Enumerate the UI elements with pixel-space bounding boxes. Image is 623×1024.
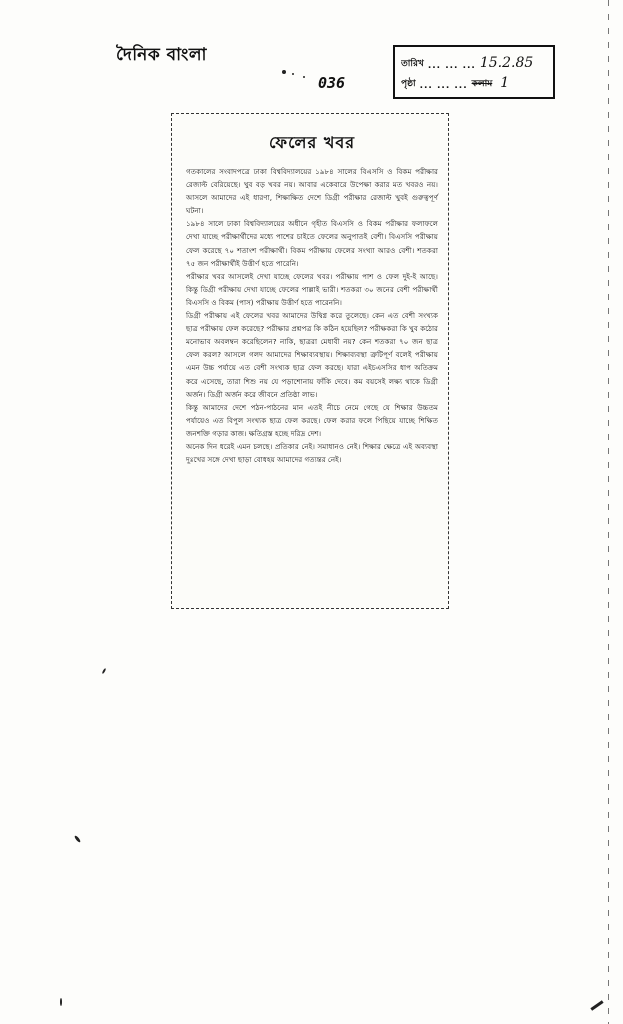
- stamp-column-value: 1: [500, 75, 510, 91]
- article-headline: ফেলের খবর: [268, 133, 356, 152]
- ink-speck: [303, 76, 305, 78]
- stamp-page-dots: ... ... ...: [419, 81, 468, 91]
- ink-speck: [60, 998, 62, 1006]
- stamp-date-label: তারিখ: [401, 59, 424, 69]
- stamp-page-row: [401, 71, 547, 91]
- archive-number: 036: [318, 74, 346, 92]
- article-paragraph: কিন্তু আমাদের দেশে পঠন-পাঠনের মান এতই নীচে নেমে গেছে যে শিক্ষার উচ্চতম পর্যায়েও এত বিপুল সংখ্যক ছাত্র ফেল করছে। ফেল করার ফলে পিছিয়ে যাচ্ছে শিক্ষিত জনশক্তি গড়ার কাজ। ক্ষতিগ্রস্ত হচ্ছে দরিদ্র দেশ।: [186, 402, 438, 438]
- article-paragraph: ডিগ্রী পরীক্ষায় এই ফেলের খবর আমাদের উদ্বিগ্ন করে তুলেছে। কেন এত বেশী সংখ্যক ছাত্র পরীক্ষায় ফেল করেছে? পরীক্ষার প্রশ্নপত্র কি কঠিন হয়েছিল? পরীক্ষকরা কি খুব কঠোর মনোভাব অবলম্বন করেছিলেন? নাকি, ছাত্ররা মেধাবী নয়? কেন শতকরা ৭০ জন ছাত্র ফেল করল? আসলে গলদ আমাদের শিক্ষাব্যবস্থায়। শিক্ষাব্যবস্থা ত্রুটিপূর্ণ বলেই পরীক্ষায় এমন উচ্চ পর্যায়ে এত বেশী সংখ্যক ছাত্র ফেল করছে। যারা এইচএসসির ধাপ অতিক্রম করে এসেছে, তারা শিশু নয় যে পড়াশোনায় ফাঁকি দেবে। কম বয়সেই লক্ষ্য থাকে ডিগ্রী অর্জন। ডিগ্রী অর্জন করে জীবনে প্রতিষ্ঠা লাভ।: [186, 311, 438, 399]
- ink-speck: [74, 835, 81, 843]
- ink-speck: [590, 1000, 603, 1010]
- stamp-column-label: কলাম: [471, 79, 493, 89]
- newspaper-source: দৈনিক বাংলা: [116, 45, 207, 65]
- article-paragraph: ১৯৮৪ সালে ঢাকা বিশ্ববিদ্যালয়ের অধীনে গৃহীত বিএসসি ও বিকম পরীক্ষার ফলাফলে দেখা যাচ্ছে পরীক্ষার্থীদের মধ্যে পাশের চাইতে ফেলের অনুপাতই বেশী। বিএসসি পরীক্ষায় ফেল করেছে ৭০ শতাংশ পরীক্ষার্থী। বিকম পরীক্ষায় ফেলের সংখ্যা আরও বেশী। শতকরা ৭৫ জন পরীক্ষার্থীই উত্তীর্ণ হতে পারেনি।: [186, 219, 438, 268]
- article-paragraph: পরীক্ষার খবর আসলেই দেখা যাচ্ছে ফেলের খবর। পরীক্ষায় পাশ ও ফেল দুই-ই আছে। কিন্তু ডিগ্রী পরীক্ষায় দেখা যাচ্ছে ফেলের পাল্লাই ভারী। শতকরা ৩০ জনের বেশী পরীক্ষার্থী বিএসসি ও বিকম (পাস) পরীক্ষায় উত্তীর্ণ হতে পারেননি।: [186, 271, 438, 307]
- stamp-page-label: পৃষ্ঠা: [401, 79, 416, 89]
- ink-speck: [292, 73, 294, 75]
- stamp-date-row: [401, 51, 547, 71]
- newspaper-clipping: [171, 113, 449, 609]
- article-paragraph: গতকালের সংবাদপত্রে ঢাকা বিশ্ববিদ্যালয়ের ১৯৮৪ সালের বিএসসি ও বিকম পরীক্ষার রেজাল্ট বেরিয়েছে। খুব বড় খবর নয়। আবার একেবারে উপেক্ষা করার মত খবরও নয়। আসলে আমাদের এই ধারণা, শিক্ষাক্ষিত দেশে ডিগ্রী পরীক্ষার রেজাল্ট খুবই গুরুত্বপূর্ণ ঘটনা।: [186, 167, 438, 216]
- date-stamp: [393, 45, 555, 99]
- stamp-date-value: 15.2.85: [479, 55, 534, 71]
- article-paragraph: অনেক দিন ধরেই এমন চলছে। প্রতিকার নেই। সমাধানও নেই। শিক্ষার ক্ষেত্রে এই অব্যবস্থা দুঃখের সঙ্গে দেখা ছাড়া বোধহয় আমাদের গত্যন্তর নেই।: [186, 441, 438, 465]
- ink-speck: [282, 70, 286, 74]
- ink-speck: [102, 668, 107, 674]
- page-edge-mark: [608, 0, 609, 1024]
- stamp-date-dots: ... ... ...: [427, 61, 476, 71]
